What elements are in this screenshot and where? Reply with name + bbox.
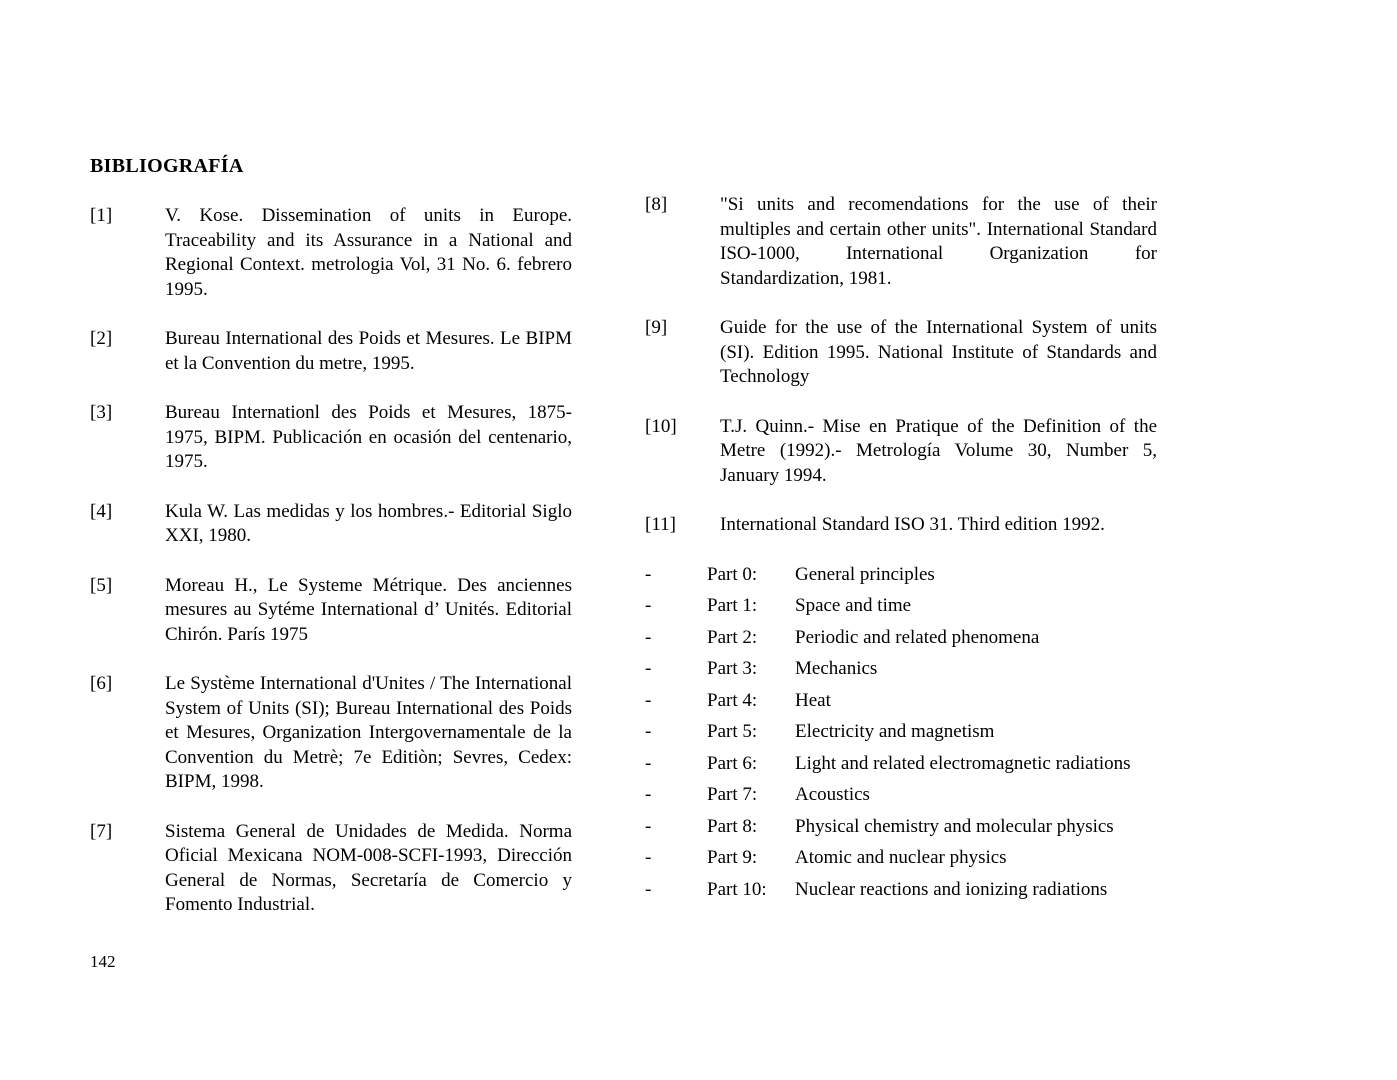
list-item (645, 594, 1157, 619)
reference-item (645, 316, 1157, 390)
part-label: Part 3: (707, 658, 758, 679)
part-label: Part 10: (707, 878, 767, 900)
list-bullet: - (645, 721, 652, 742)
list-bullet: - (645, 563, 652, 585)
reference-text: Bureau Internationl des Poids et Mesures, 1875-1975, BIPM. Publicación en ocasión del centenario, 1975. (165, 402, 572, 472)
list-bullet: - (645, 752, 652, 774)
reference-item (645, 513, 1157, 538)
part-label: Part 8: (707, 815, 758, 837)
reference-item (90, 500, 572, 549)
page-number: 142 (90, 952, 116, 971)
reference-text: "Si units and recomendations for the use of their multiples and certain other units". International Standard ISO-1000, International Organization for Standardization, 1981. (720, 194, 1157, 289)
list-item (645, 815, 1157, 840)
part-title: Heat (795, 689, 831, 711)
reference-text: T.J. Quinn.- Mise en Pratique of the Definition of the Metre (1992).- Metrología Volume 30, Number 5, January 1994. (720, 415, 1157, 486)
iso31-parts-list (645, 563, 1157, 903)
part-title: Electricity and magnetism (795, 721, 995, 742)
list-bullet: - (645, 784, 652, 805)
list-item (645, 752, 1157, 777)
reference-number: [6] (90, 673, 113, 694)
reference-number: [5] (90, 574, 113, 596)
reference-text: Moreau H., Le Systeme Métrique. Des anciennes mesures au Sytéme International d’ Unités. Editorial Chirón. París 1975 (165, 574, 572, 645)
part-title: Space and time (795, 595, 912, 616)
reference-text: Sistema General de Unidades de Medida. Norma Oficial Mexicana NOM-008-SCFI-1993, Dirección General de Normas, Secretaría de Comercio y Fomento Industrial. (165, 820, 572, 915)
list-bullet: - (645, 626, 652, 648)
reference-number: [2] (90, 328, 113, 349)
reference-number: [11] (645, 514, 676, 535)
reference-text: V. Kose. Dissemination of units in Europe. Traceability and its Assurance in a National and Regional Context. metrologia Vol, 31 No. 6. febrero 1995. (165, 205, 572, 300)
part-label: Part 0: (707, 563, 758, 585)
reference-number: [4] (90, 500, 113, 522)
reference-item (90, 574, 572, 648)
part-title: General principles (795, 563, 935, 585)
list-item (645, 563, 1157, 588)
part-title: Acoustics (795, 784, 870, 805)
reference-number: [8] (645, 194, 668, 215)
reference-item (90, 204, 572, 302)
reference-item (90, 820, 572, 918)
part-title: Light and related electromagnetic radiations (795, 752, 1131, 774)
reference-number: [3] (90, 402, 113, 423)
list-bullet: - (645, 658, 652, 679)
list-bullet: - (645, 815, 652, 837)
page-title: BIBLIOGRAFÍA (90, 155, 244, 177)
part-title: Nuclear reactions and ionizing radiations (795, 878, 1108, 900)
part-title: Periodic and related phenomena (795, 626, 1040, 648)
list-item (645, 626, 1157, 651)
list-item (645, 878, 1157, 903)
list-item (645, 783, 1157, 808)
list-item (645, 846, 1157, 871)
part-title: Atomic and nuclear physics (795, 847, 1007, 868)
reference-text: Bureau International des Poids et Mesures. Le BIPM et la Convention du metre, 1995. (165, 328, 572, 374)
reference-text: Le Système International d'Unites / The International System of Units (SI); Bureau International des Poids et Mesures, Organization Intergovernamentale de la Convention du Metrè; 7e Editiòn; Sevres, Cedex: BIPM, 1998. (165, 673, 572, 792)
reference-item (90, 327, 572, 376)
reference-number: [1] (90, 205, 113, 226)
list-bullet: - (645, 847, 652, 868)
part-label: Part 7: (707, 784, 758, 805)
reference-number: [7] (90, 820, 113, 842)
reference-text: International Standard ISO 31. Third edition 1992. (720, 514, 1105, 535)
left-column (90, 155, 572, 943)
list-item (645, 720, 1157, 745)
list-bullet: - (645, 689, 652, 711)
part-title: Mechanics (795, 658, 878, 679)
part-label: Part 5: (707, 721, 758, 742)
reference-text: Guide for the use of the International System of units (SI). Edition 1995. National Institute of Standards and Technology (720, 317, 1157, 387)
reference-number: [9] (645, 317, 668, 338)
reference-number: [10] (645, 415, 677, 437)
right-column (645, 193, 1157, 909)
list-bullet: - (645, 878, 652, 900)
part-label: Part 4: (707, 689, 758, 711)
reference-item (645, 415, 1157, 489)
part-label: Part 6: (707, 752, 758, 774)
list-bullet: - (645, 595, 652, 616)
list-item (645, 657, 1157, 682)
reference-item (645, 193, 1157, 291)
reference-item (90, 672, 572, 795)
reference-item (90, 401, 572, 475)
reference-text: Kula W. Las medidas y los hombres.- Editorial Siglo XXI, 1980. (165, 500, 572, 546)
part-label: Part 1: (707, 595, 758, 616)
part-title: Physical chemistry and molecular physics (795, 815, 1114, 837)
part-label: Part 2: (707, 626, 758, 648)
part-label: Part 9: (707, 847, 758, 868)
list-item (645, 689, 1157, 714)
